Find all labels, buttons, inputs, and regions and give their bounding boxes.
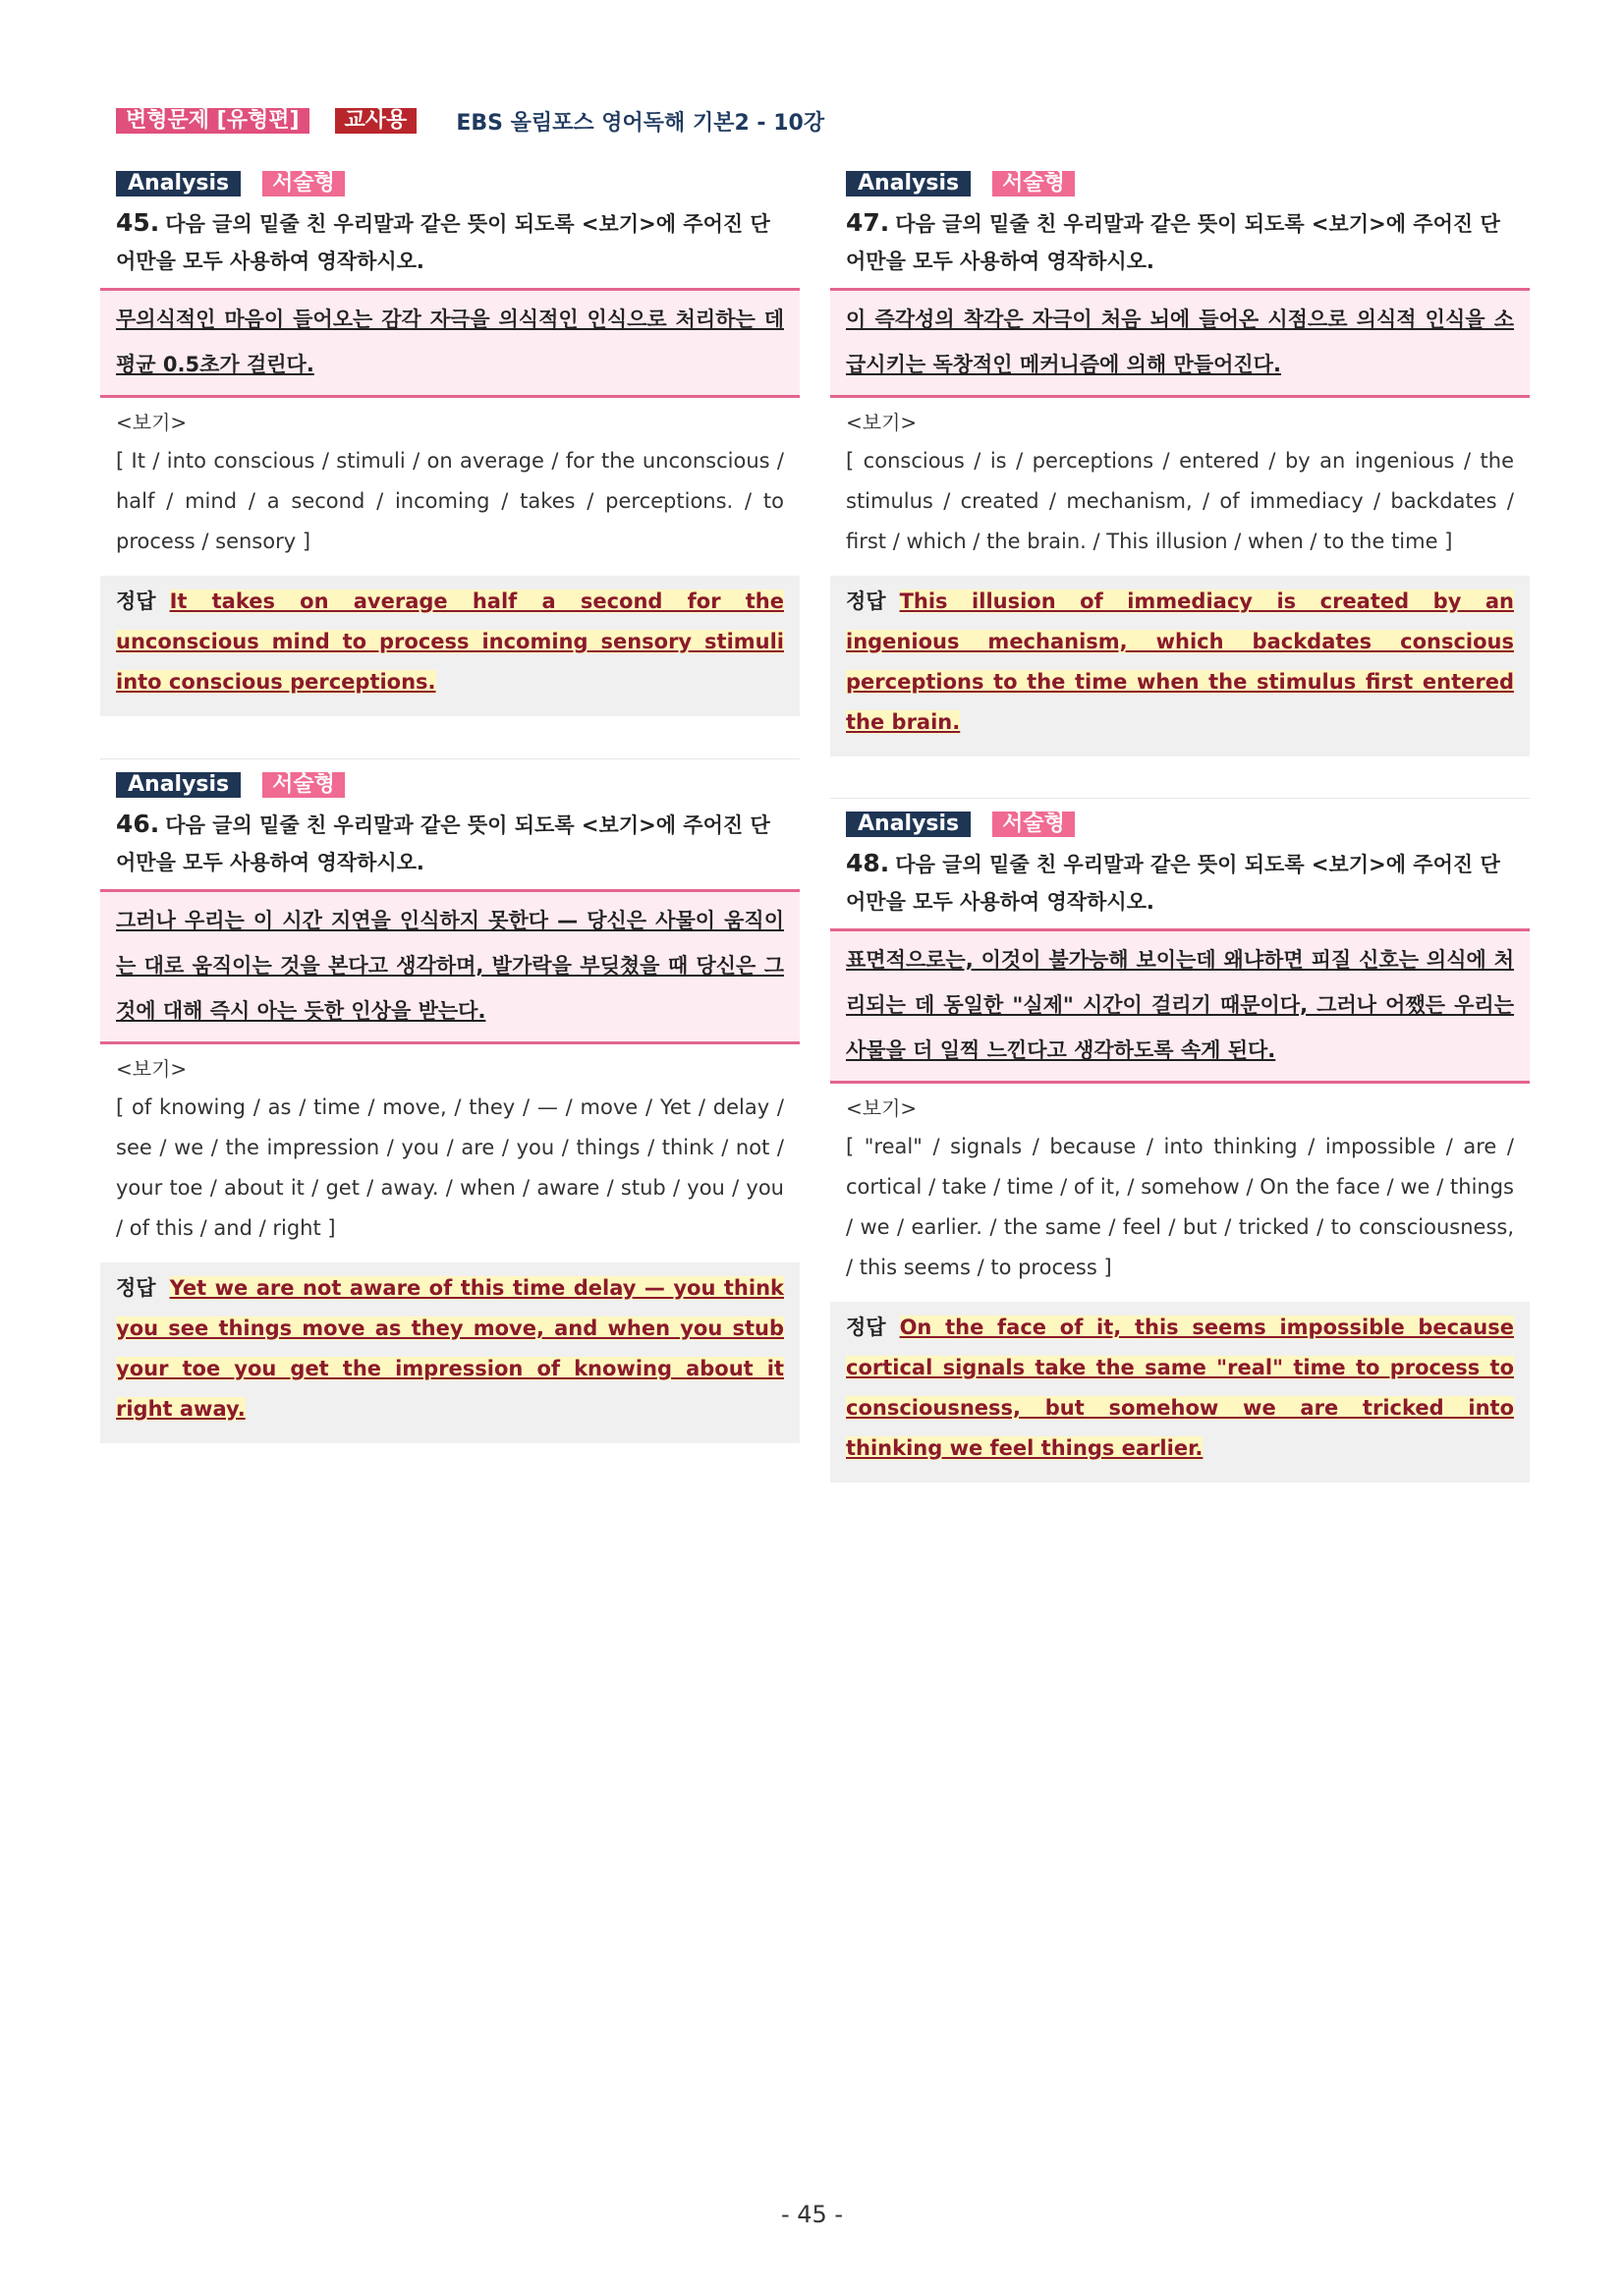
answer-label: 정답 — [116, 589, 156, 613]
analysis-badge: Analysis — [116, 772, 241, 798]
korean-sentence-box — [830, 288, 1530, 398]
question-48 — [830, 812, 1530, 1483]
korean-sentence-box — [100, 288, 800, 398]
answer-box — [830, 576, 1530, 756]
analysis-badge: Analysis — [116, 171, 241, 196]
question-47 — [830, 171, 1530, 756]
analysis-badge: Analysis — [846, 812, 971, 837]
korean-sentence: 이 즉각성의 착각은 자극이 처음 뇌에 들어온 시점으로 의식적 인식을 소급시키는 독창적인 메커니즘에 의해 만들어진다. — [846, 308, 1514, 376]
answer-label: 정답 — [846, 589, 886, 613]
word-bank: [ It / into conscious / stimuli / on average / for the unconscious / half / mind / a second / incoming / takes / perceptions. / to process / sensory ] — [116, 449, 784, 553]
type-badge: 서술형 — [262, 772, 345, 798]
word-bank: [ conscious / is / perceptions / entered / by an ingenious / the stimulus / created / mechanism, / of immediacy / backdates / first / which / the brain. / This illusion / when / to the time ] — [846, 449, 1514, 553]
page-header — [116, 104, 824, 138]
question-text: 다음 글의 밑줄 친 우리말과 같은 뜻이 되도록 <보기>에 주어진 단어만을 모두 사용하여 영작하시오. — [846, 212, 1500, 273]
answer-text: This illusion of immediacy is created by an ingenious mechanism, which backdates conscious perceptions to the time when the stimulus first entered the brain. — [846, 589, 1514, 734]
answer-box — [100, 1262, 800, 1443]
question-prompt — [116, 204, 784, 280]
type-badge: 서술형 — [992, 812, 1075, 837]
answer-text: It takes on average half a second for the unconscious mind to process incoming sensory stimuli into conscious perceptions. — [116, 589, 784, 694]
answer-label: 정답 — [116, 1276, 156, 1300]
question-number: 45. — [116, 208, 160, 237]
question-prompt — [846, 204, 1514, 280]
question-badges — [116, 171, 800, 196]
question-number: 47. — [846, 208, 890, 237]
question-number: 46. — [116, 810, 160, 838]
question-45 — [100, 171, 800, 716]
question-text: 다음 글의 밑줄 친 우리말과 같은 뜻이 되도록 <보기>에 주어진 단어만을 모두 사용하여 영작하시오. — [116, 212, 770, 273]
question-text: 다음 글의 밑줄 친 우리말과 같은 뜻이 되도록 <보기>에 주어진 단어만을 모두 사용하여 영작하시오. — [116, 813, 770, 874]
type-badge: 서술형 — [992, 171, 1075, 196]
question-badges — [846, 812, 1530, 837]
word-bank: [ "real" / signals / because / into thinking / impossible / are / cortical / take / time / of it, / somehow / On the face / we / things / we / earlier. / the same / feel / but / tricked / to consciousness, / this seems / to process ] — [846, 1135, 1514, 1279]
question-number: 48. — [846, 849, 890, 877]
korean-sentence-box — [830, 928, 1530, 1084]
answer-text: Yet we are not aware of this time delay — you think you see things move as they move, and when you stub your toe you get the impression of knowing about it right away. — [116, 1276, 784, 1421]
word-bank: [ of knowing / as / time / move, / they / — / move / Yet / delay / see / we / the impression / you / are / you / things / think / not / your toe / about it / get / away. / when / aware / stub / you / you / of this / and / right ] — [116, 1095, 784, 1240]
question-text: 다음 글의 밑줄 친 우리말과 같은 뜻이 되도록 <보기>에 주어진 단어만을 모두 사용하여 영작하시오. — [846, 853, 1500, 914]
question-46 — [100, 772, 800, 1443]
answer-text: On the face of it, this seems impossible because cortical signals take the same "real" time to process to consciousness, but somehow we are tricked into thinking we feel things earlier. — [846, 1316, 1514, 1460]
korean-sentence: 그러나 우리는 이 시간 지연을 인식하지 못한다 — 당신은 사물이 움직이는 대로 움직이는 것을 본다고 생각하며, 발가락을 부딪쳤을 때 당신은 그것에 대해 즉시 아는 듯한 인상을 받는다. — [116, 909, 784, 1023]
question-prompt — [846, 845, 1514, 921]
korean-sentence-box — [100, 889, 800, 1044]
question-prompt — [116, 806, 784, 881]
header-teacher-tag: 교사용 — [335, 108, 418, 134]
bogi-label: <보기> — [846, 411, 918, 434]
analysis-badge: Analysis — [846, 171, 971, 196]
type-badge: 서술형 — [262, 171, 345, 196]
answer-box — [100, 576, 800, 716]
bogi-label: <보기> — [116, 1057, 188, 1081]
header-type-tag: 변형문제 [유형편] — [116, 108, 309, 134]
answer-box — [830, 1302, 1530, 1483]
question-badges — [846, 171, 1530, 196]
korean-sentence: 표면적으로는, 이것이 불가능해 보이는데 왜냐하면 피질 신호는 의식에 처리되는 데 동일한 "실제" 시간이 걸리기 때문이다, 그러나 어쨌든 우리는 사물을 더 일찍 느낀다고 생각하도록 속게 된다. — [846, 948, 1514, 1062]
page-number: - 45 - — [780, 2201, 844, 2228]
bogi-label: <보기> — [846, 1096, 918, 1120]
separator — [100, 758, 800, 759]
header-title: EBS 올림포스 영어독해 기본2 - 10강 — [456, 110, 825, 136]
answer-label: 정답 — [846, 1316, 886, 1339]
separator — [830, 798, 1530, 799]
bogi-label: <보기> — [116, 411, 188, 434]
question-badges — [116, 772, 800, 798]
korean-sentence: 무의식적인 마음이 들어오는 감각 자극을 의식적인 인식으로 처리하는 데 평균 0.5초가 걸린다. — [116, 308, 784, 376]
